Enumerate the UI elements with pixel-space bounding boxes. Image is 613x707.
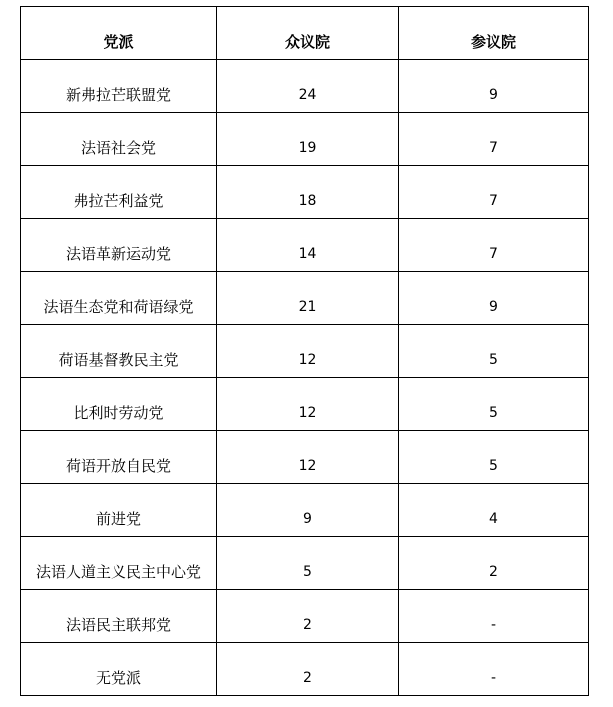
chamber-seats-cell: 14 — [217, 219, 399, 272]
senate-seats-cell: 5 — [399, 378, 589, 431]
party-name-cell: 比利时劳动党 — [21, 378, 217, 431]
party-name-cell: 无党派 — [21, 643, 217, 696]
party-name-cell: 法语人道主义民主中心党 — [21, 537, 217, 590]
party-name-cell: 新弗拉芒联盟党 — [21, 60, 217, 113]
party-name-cell: 法语民主联邦党 — [21, 590, 217, 643]
chamber-seats-cell: 19 — [217, 113, 399, 166]
header-senate: 参议院 — [399, 7, 589, 60]
chamber-seats-cell: 24 — [217, 60, 399, 113]
header-chamber-of-representatives: 众议院 — [217, 7, 399, 60]
party-name-cell: 荷语基督教民主党 — [21, 325, 217, 378]
senate-seats-cell: 2 — [399, 537, 589, 590]
senate-seats-cell: 9 — [399, 272, 589, 325]
table-row — [21, 272, 589, 325]
party-name-cell: 法语革新运动党 — [21, 219, 217, 272]
chamber-seats-cell: 12 — [217, 325, 399, 378]
header-party: 党派 — [21, 7, 217, 60]
chamber-seats-cell: 12 — [217, 431, 399, 484]
table-row — [21, 537, 589, 590]
table-row — [21, 590, 589, 643]
senate-seats-cell: 9 — [399, 60, 589, 113]
table-row — [21, 166, 589, 219]
chamber-seats-cell: 12 — [217, 378, 399, 431]
senate-seats-cell: 5 — [399, 325, 589, 378]
senate-seats-cell: 7 — [399, 113, 589, 166]
chamber-seats-cell: 9 — [217, 484, 399, 537]
party-name-cell: 前进党 — [21, 484, 217, 537]
table-row — [21, 431, 589, 484]
table-row — [21, 378, 589, 431]
senate-seats-cell: - — [399, 643, 589, 696]
party-name-cell: 弗拉芒利益党 — [21, 166, 217, 219]
table-row — [21, 60, 589, 113]
senate-seats-cell: 7 — [399, 166, 589, 219]
table-row — [21, 219, 589, 272]
seat-table-container — [20, 6, 589, 696]
chamber-seats-cell: 2 — [217, 643, 399, 696]
chamber-seats-cell: 5 — [217, 537, 399, 590]
senate-seats-cell: 7 — [399, 219, 589, 272]
senate-seats-cell: 5 — [399, 431, 589, 484]
party-name-cell: 荷语开放自民党 — [21, 431, 217, 484]
chamber-seats-cell: 18 — [217, 166, 399, 219]
chamber-seats-cell: 21 — [217, 272, 399, 325]
senate-seats-cell: 4 — [399, 484, 589, 537]
party-name-cell: 法语生态党和荷语绿党 — [21, 272, 217, 325]
senate-seats-cell: - — [399, 590, 589, 643]
party-name-cell: 法语社会党 — [21, 113, 217, 166]
table-row — [21, 113, 589, 166]
table-header-row — [21, 7, 589, 60]
seat-table — [20, 6, 589, 696]
chamber-seats-cell: 2 — [217, 590, 399, 643]
table-row — [21, 643, 589, 696]
table-row — [21, 484, 589, 537]
table-row — [21, 325, 589, 378]
